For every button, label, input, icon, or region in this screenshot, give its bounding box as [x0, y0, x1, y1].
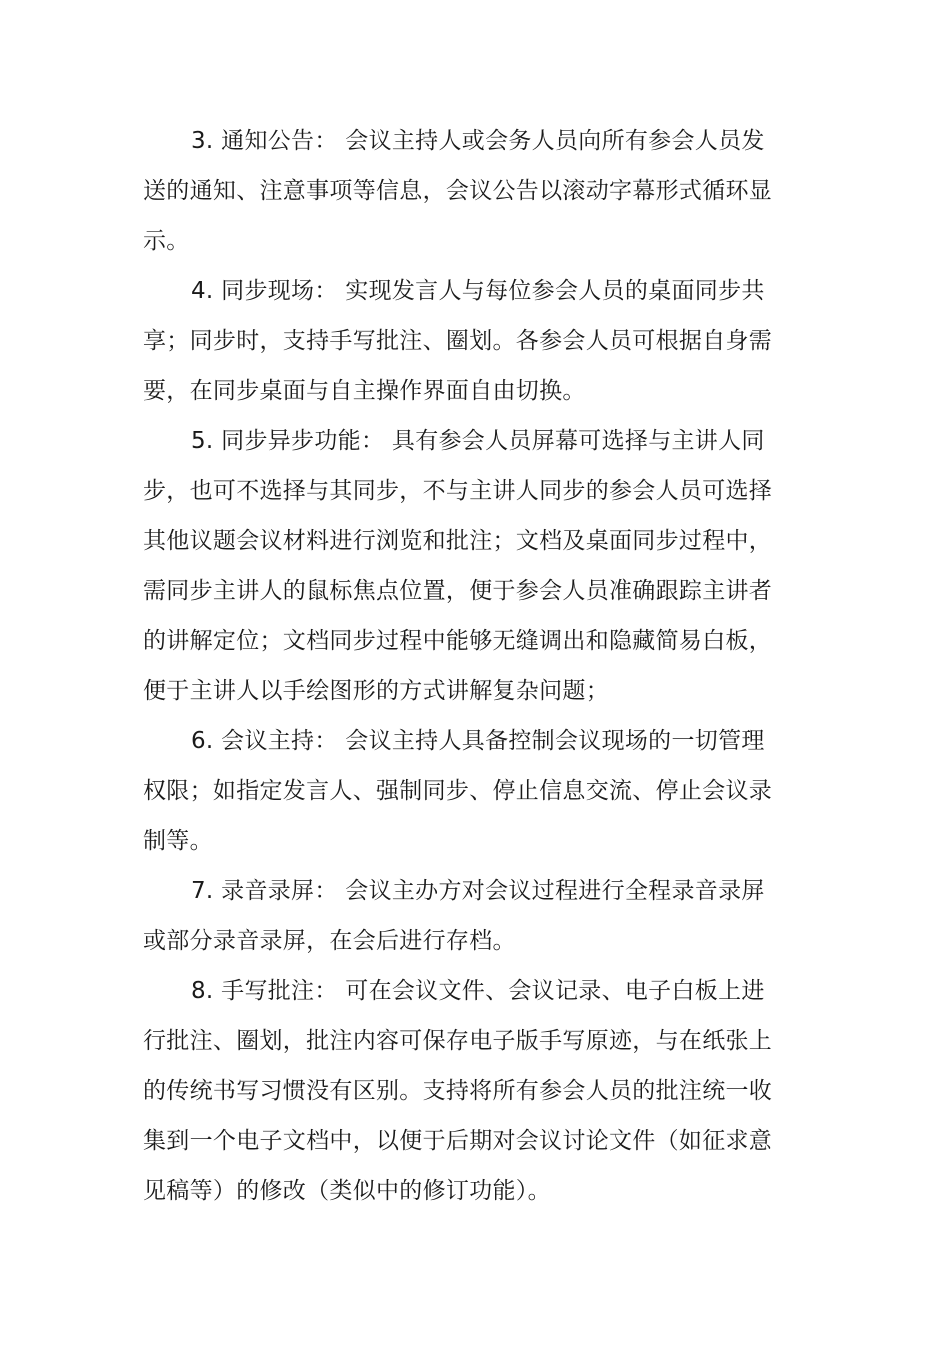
- paragraph-text: 可在会议文件、会议记录、电子白板上进行批注、圈划，批注内容可保存电子版手写原迹，与在纸张上的传统书写习惯没有区别。支持将所有参会人员的批注统一收集到一个电子文档中，以便于后期对会议讨论文件（如征求意见稿等）的修改（类似中的修订功能）。: [143, 978, 773, 1204]
- paragraph-heading: 8. 手写批注：: [191, 978, 338, 1004]
- paragraph-text: 会议主持人或会务人员向所有参会人员发送的通知、注意事项等信息，会议公告以滚动字幕形式循环显示。: [143, 128, 773, 254]
- paragraph-sync-async: [143, 416, 778, 716]
- paragraph-heading: 6. 会议主持：: [191, 728, 338, 754]
- document-body: [143, 116, 778, 1216]
- paragraph-text: 会议主持人具备控制会议现场的一切管理权限；如指定发言人、强制同步、停止信息交流、停止会议录制等。: [143, 728, 773, 854]
- paragraph-recording: [143, 866, 778, 966]
- paragraph-heading: 4. 同步现场：: [191, 278, 338, 304]
- paragraph-heading: 3. 通知公告：: [191, 128, 338, 154]
- paragraph-text: 具有参会人员屏幕可选择与主讲人同步，也可不选择与其同步，不与主讲人同步的参会人员可选择其他议题会议材料进行浏览和批注；文档及桌面同步过程中，需同步主讲人的鼠标焦点位置，便于参会人员准确跟踪主讲者的讲解定位；文档同步过程中能够无缝调出和隐藏简易白板，便于主讲人以手绘图形的方式讲解复杂问题；: [143, 428, 773, 704]
- paragraph-sync-scene: [143, 266, 778, 416]
- paragraph-annotation: [143, 966, 778, 1216]
- paragraph-heading: 7. 录音录屏：: [191, 878, 338, 904]
- paragraph-text: 会议主办方对会议过程进行全程录音录屏或部分录音录屏，在会后进行存档。: [143, 878, 765, 954]
- paragraph-text: 实现发言人与每位参会人员的桌面同步共享；同步时，支持手写批注、圈划。各参会人员可根据自身需要，在同步桌面与自主操作界面自由切换。: [143, 278, 773, 404]
- paragraph-host: [143, 716, 778, 866]
- paragraph-heading: 5. 同步异步功能：: [191, 428, 385, 454]
- paragraph-notice: [143, 116, 778, 266]
